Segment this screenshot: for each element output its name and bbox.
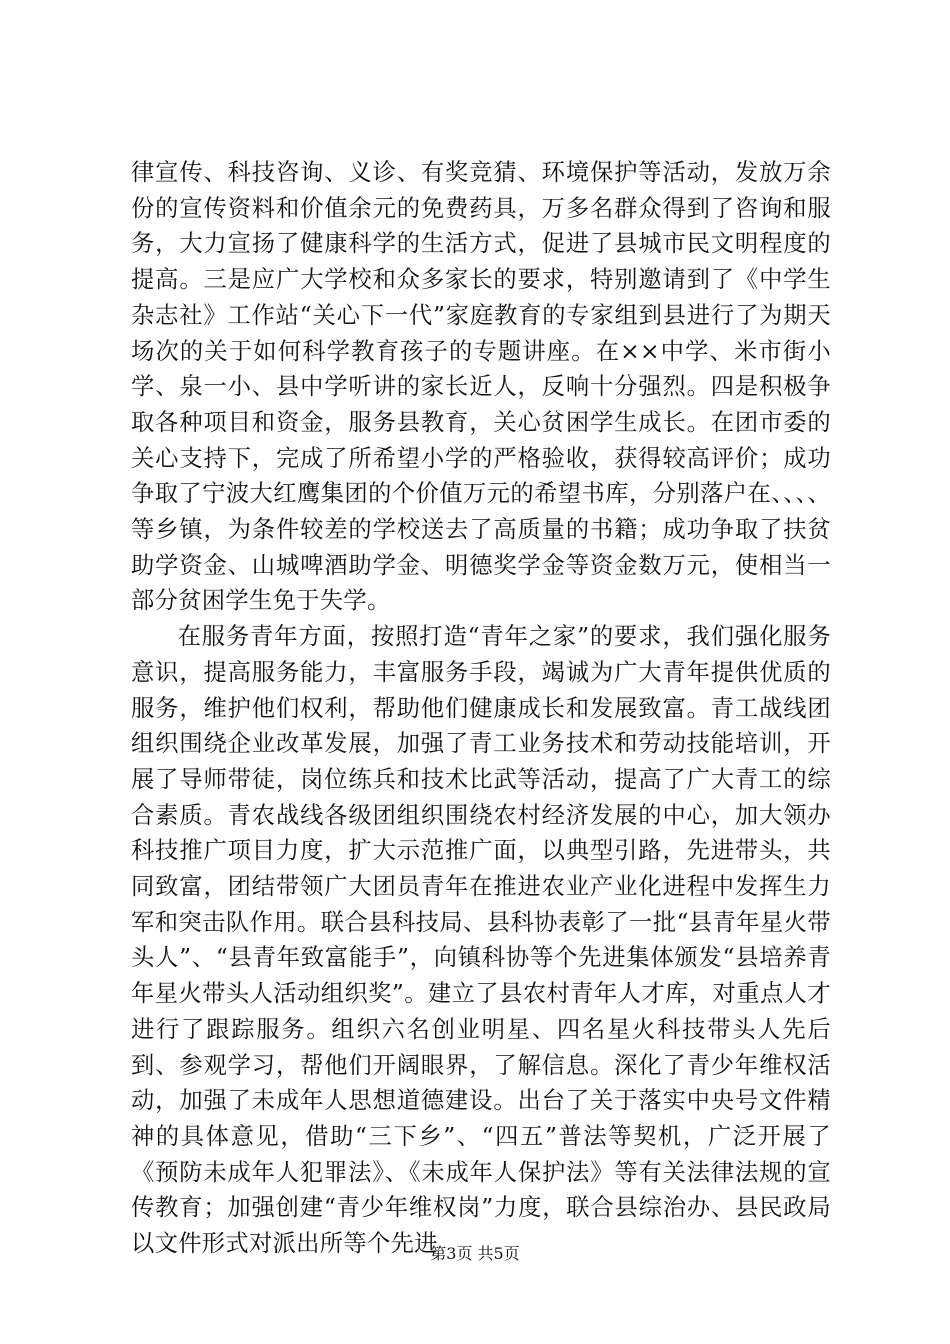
document-body: [131, 155, 831, 1262]
paragraph-youth-service: 在服务青年方面，按照打造“青年之家”的要求，我们强化服务意识，提高服务能力，丰富服务手段，竭诚为广大青年提供优质的服务，维护他们权利，帮助他们健康成长和发展致富。青工战线团组织围绕企业改革发展，加强了青工业务技术和劳动技能培训，开展了导师带徒，岗位练兵和技术比武等活动，提高了广大青工的综合素质。青农战线各级团组织围绕农村经济发展的中心，加大领办科技推广项目力度，扩大示范推广面，以典型引路，先进带头，共同致富，团结带领广大团员青年在推进农业产业化进程中发挥生力军和突击队作用。联合县科技局、县科协表彰了一批“县青年星火带头人”、“县青年致富能手”，向镇科协等个先进集体颁发“县培养青年星火带头人活动组织奖”。建立了县农村青年人才库，对重点人才进行了跟踪服务。组织六名创业明星、四名星火科技带头人先后到、参观学习，帮他们开阔眼界，了解信息。深化了青少年维权活动，加强了未成年人思想道德建设。出台了关于落实中央号文件精神的具体意见，借助“三下乡”、“四五”普法等契机，广泛开展了《预防未成年人犯罪法》、《未成年人保护法》等有关法律法规的宣传教育；加强创建“青少年维权岗”力度，联合县综治办、县民政局以文件形式对派出所等个先进: [131, 623, 831, 1258]
page-number-footer: 第3页 共5页: [430, 1244, 520, 1263]
paragraph-continuation: 律宣传、科技咨询、义诊、有奖竞猜、环境保护等活动，发放万余份的宣传资料和价值余元的免费药具，万多名群众得到了咨询和服务，大力宣扬了健康科学的生活方式，促进了县城市民文明程度的提高。三是应广大学校和众多家长的要求，特别邀请到了《中学生杂志社》工作站“关心下一代”家庭教育的专家组到县进行了为期天场次的关于如何科学教育孩子的专题讲座。在××中学、米市街小学、泉一小、县中学听讲的家长近人，反响十分强烈。四是积极争取各种项目和资金，服务县教育，关心贫困学生成长。在团市委的关心支持下，完成了所希望小学的严格验收，获得较高评价；成功争取了宁波大红鹰集团的个价值万元的希望书库，分别落户在、、、、等乡镇，为条件较差的学校送去了高质量的书籍；成功争取了扶贫助学资金、山城啤酒助学金、明德奖学金等资金数万元，使相当一部分贫困学生免于失学。: [131, 159, 831, 615]
